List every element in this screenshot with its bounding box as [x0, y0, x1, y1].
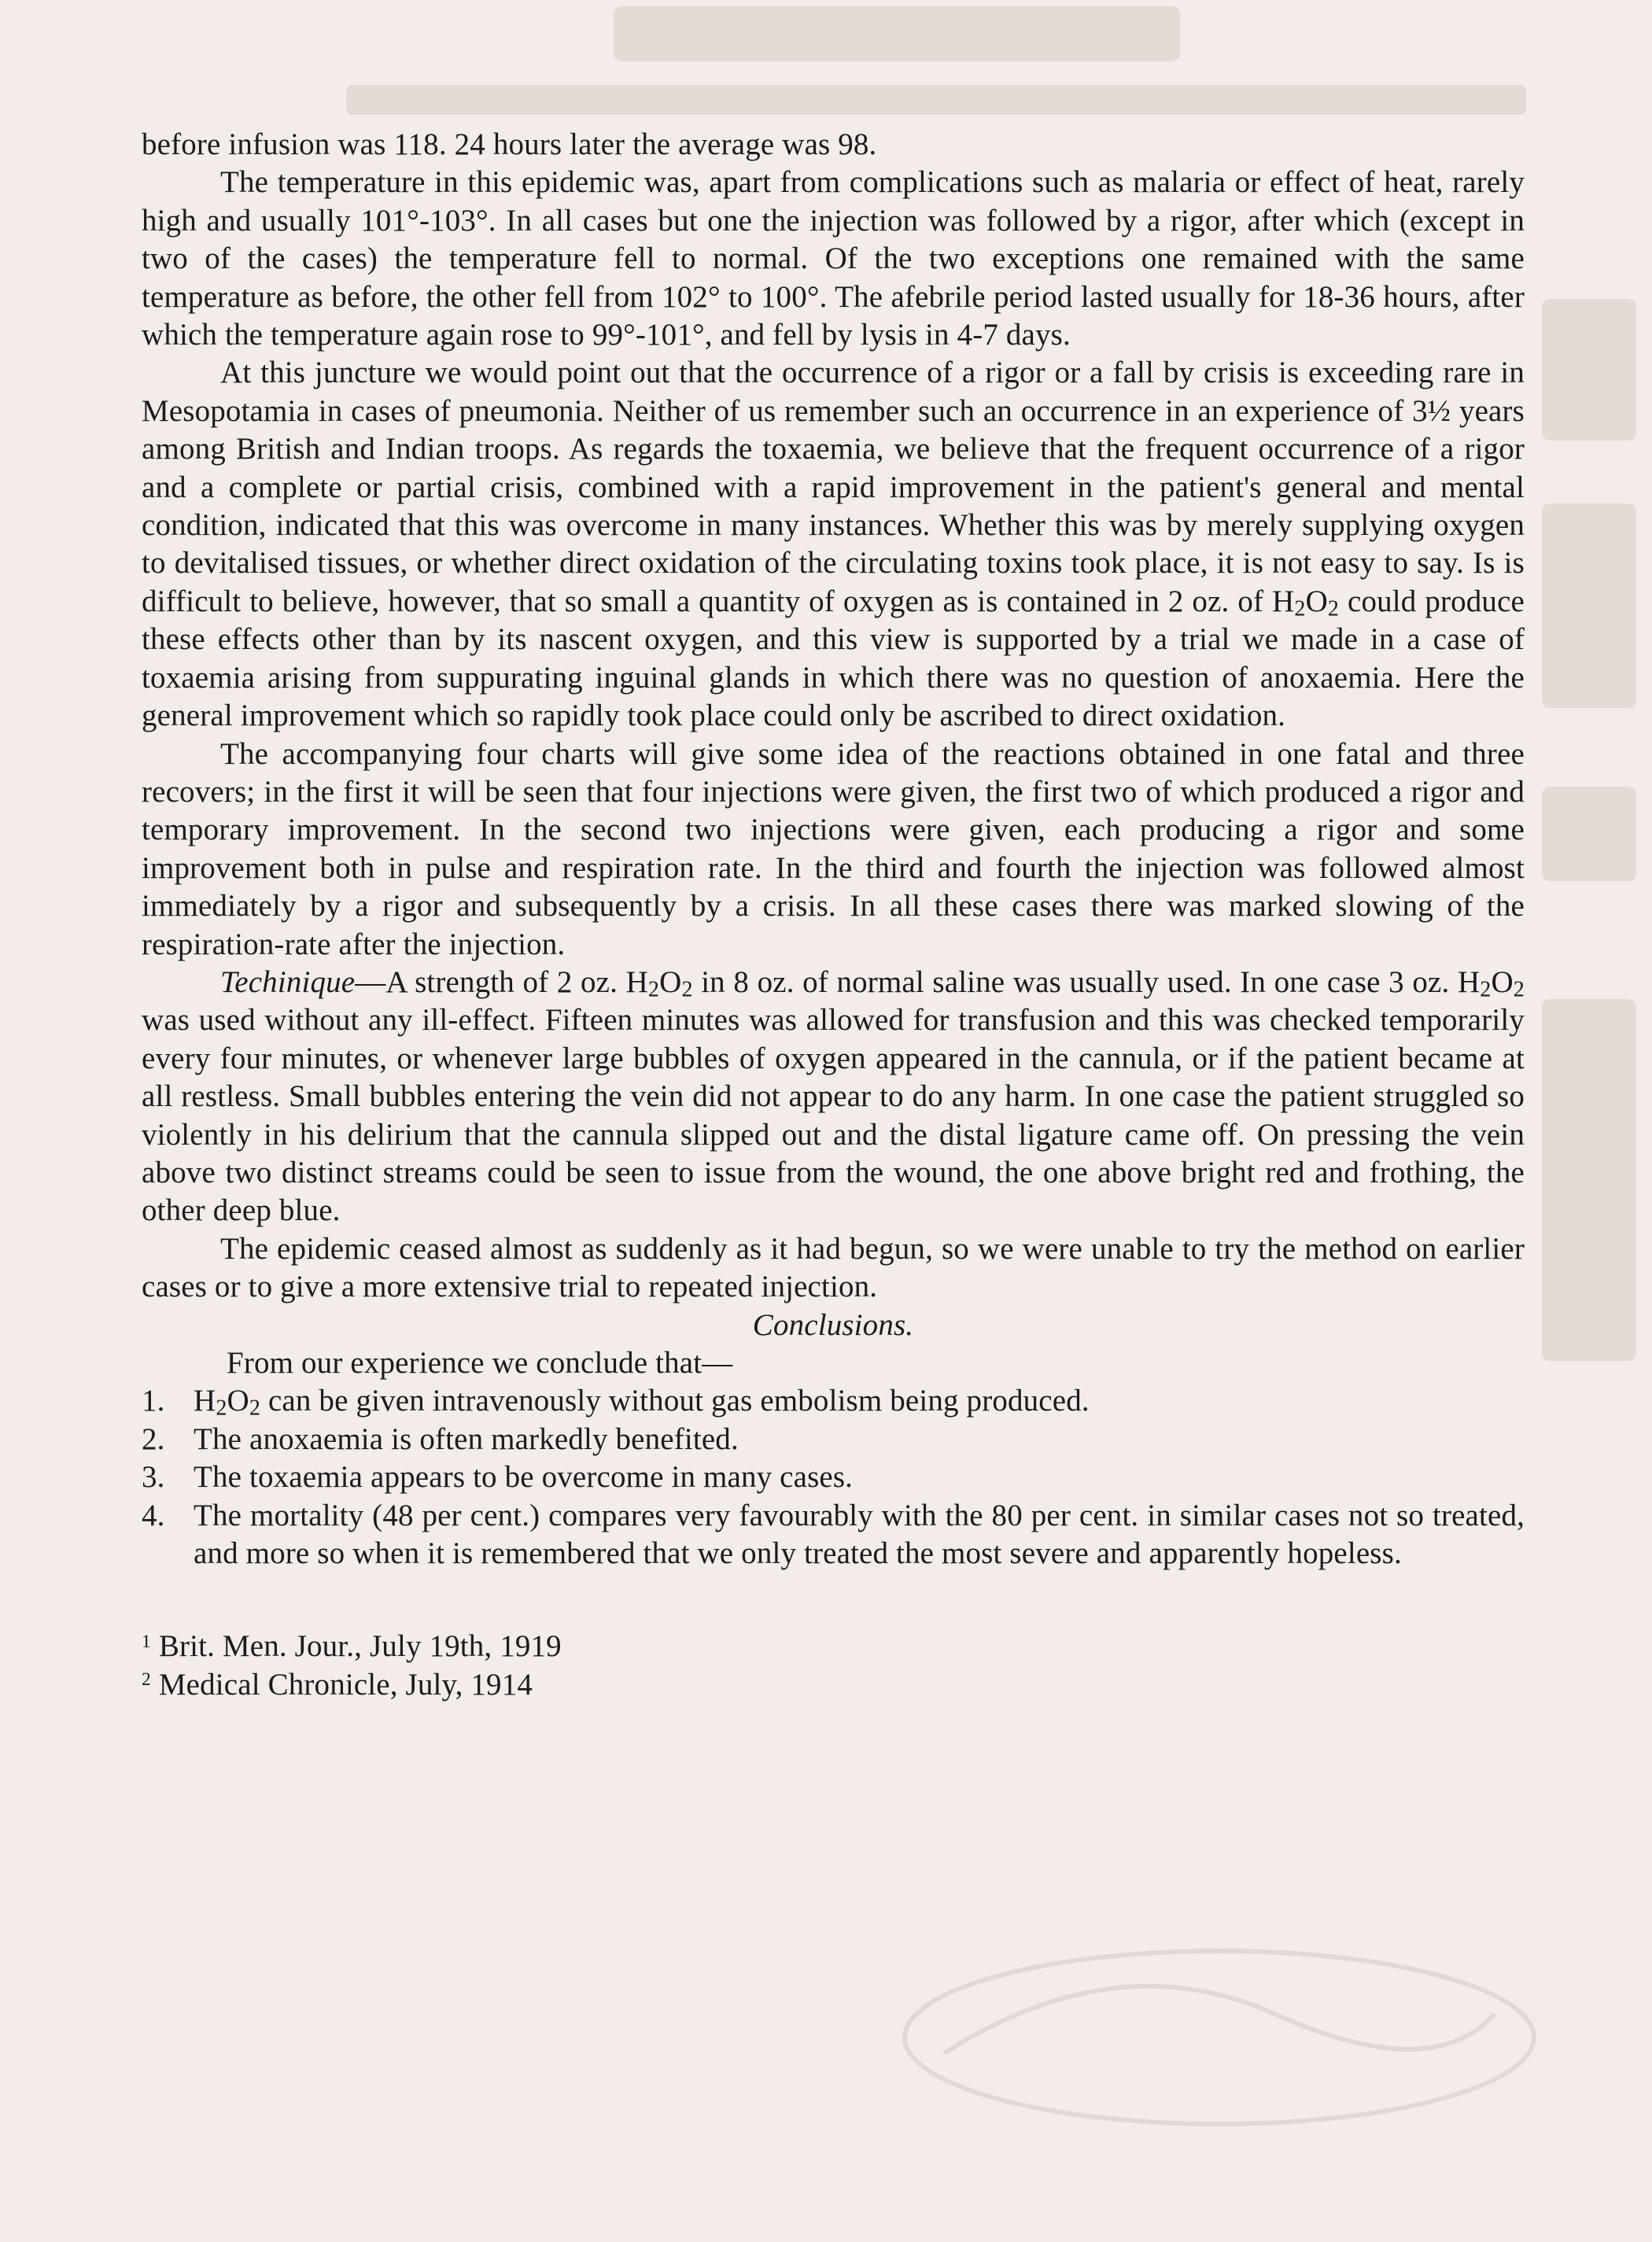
- conclusions-lead-in: From our experience we conclude that—: [227, 1346, 733, 1380]
- paragraph-temperature: The temperature in this epidemic was, apart from complications such as malaria or effect of heat, rarely high and usually 101°-103°. In all cases but one the injection was followed by a rigor, after which (except in two of the cases) the temperature fell to normal. Of the two exceptions one remained with the same temperature as before, the other fell from 102° to 100°. The afebrile period lasted usually for 18-36 hours, after which the temperature again rose to 99°-101°, and fell by lysis in 4-7 days.: [142, 165, 1525, 352]
- list-item: 2. The anoxaemia is often markedly benefited.: [142, 1422, 739, 1456]
- footnotes: [142, 1628, 1525, 1704]
- list-item: 3. The toxaemia appears to be overcome in many cases.: [142, 1460, 854, 1495]
- conclusions-heading: Conclusions.: [752, 1307, 914, 1342]
- footnote-1: $^1$ Brit. Men. Jour., July 19th, 1919: [142, 1629, 562, 1664]
- technique-heading: Techinique: [220, 964, 356, 999]
- list-item: 1. $H_2O_2$ can be given intravenously without gas embolism being produced.: [142, 1384, 1090, 1422]
- paragraph-technique: Techinique—A strength of 2 oz. $H_2O_2$ in 8 oz. of normal saline was usually used. In one case 3 oz. $H_2O_2$ was used without any ill-effect. Fifteen minutes was allowed for transfusion and this was checked temporarily every four minutes, or whenever large bubbles of oxygen appeared in the cannula, or if the patient became at all restless. Small bubbles entering the vein did not appear to do any harm. In one case the patient struggled so violently in his delirium that the cannula slipped out and the distal ligature came off. On pressing the vein above two distinct streams could be seen to issue from the wound, the one above bright red and frothing, the other deep blue.: [142, 964, 1525, 1228]
- footnote-2: $^2$ Medical Chronicle, July, 1914: [142, 1667, 533, 1702]
- paragraph-epidemic-ceased: The epidemic ceased almost as suddenly as it had begun, so we were unable to try the method on earlier cases or to give a more extensive trial to repeated injection.: [142, 1231, 1525, 1304]
- conclusions-list: [142, 1382, 1525, 1573]
- paragraph-charts: The accompanying four charts will give some idea of the reactions obtained in one fatal and three recovers; in the first it will be seen that four injections were given, the first two of which produced a rigor and temporary improvement. In the second two injections were given, each producing a rigor and some improvement both in pulse and respiration rate. In the third and fourth the injection was followed almost immediately by a rigor and subsequently by a crisis. In all these cases there was marked slowing of the respiration-rate after the injection.: [142, 736, 1525, 961]
- article-body: [142, 126, 1525, 1704]
- list-item: 4. The mortality (48 per cent.) compares very favourably with the 80 per cent. in similar cases not so treated, and more so when it is remembered that we only treated the most severe and apparently hopeless.: [142, 1498, 1525, 1571]
- paragraph-toxaemia: At this juncture we would point out that the occurrence of a rigor or a fall by crisis is exceeding rare in Mesopotamia in cases of pneumonia. Neither of us remember such an occurrence in an experience of 3½ years among British and Indian troops. As regards the toxaemia, we believe that the frequent occurrence of a rigor and a complete or partial crisis, combined with a rapid improvement in the patient's general and mental condition, indicated that this was overcome in many instances. Whether this was by merely supplying oxygen to devitalised tissues, or whether direct oxidation of the circulating toxins took place, it is not easy to say. Is is difficult to believe, however, that so small a quantity of oxygen as is contained in 2 oz. of $H_2O_2$ could produce these effects other than by its nascent oxygen, and this view is supported by a trial we made in a case of toxaemia arising from suppurating inguinal glands in which there was no question of anoxaemia. Here the general improvement which so rapidly took place could only be ascribed to direct oxidation.: [142, 356, 1525, 733]
- paragraph-1: before infusion was 118. 24 hours later the average was 98.: [142, 127, 877, 161]
